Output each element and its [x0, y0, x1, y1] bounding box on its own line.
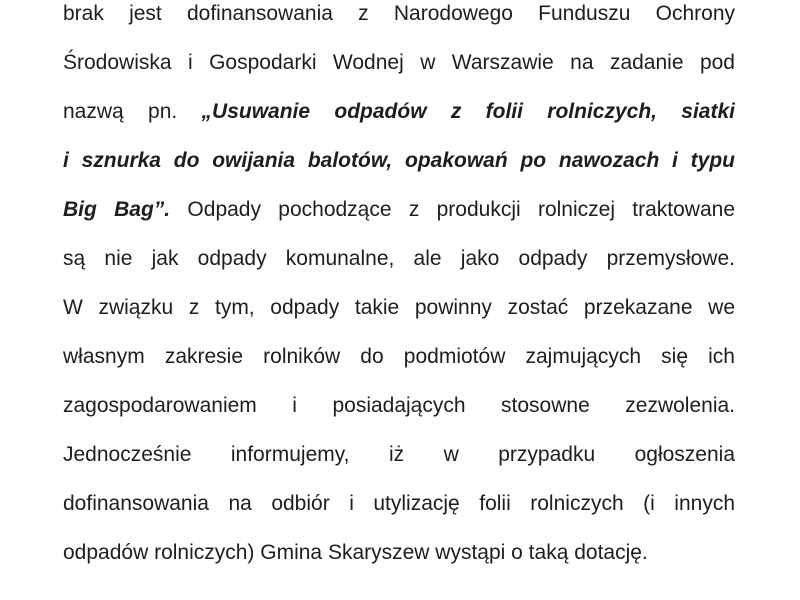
- text-line-5: [63, 187, 735, 236]
- text-line-6: [63, 236, 735, 285]
- line-3-part-1: nazwą pn.: [63, 100, 202, 123]
- project-title-part-2: i sznurka do owijania balotów, opakowań po nawozach i typu: [63, 149, 735, 172]
- text-line-7: [63, 285, 735, 334]
- line-12-part-1: odpadów rolniczych) Gmina Skaryszew wystąpi o taką dotację.: [63, 541, 648, 564]
- line-11-part-1: dofinansowania na odbiór i utylizację folii rolniczych (i innych: [63, 492, 735, 515]
- text-line-9: [63, 383, 735, 432]
- line-10-part-1: Jednocześnie informujemy, iż w przypadku ogłoszenia: [63, 443, 735, 466]
- line-2-part-1: Środowiska i Gospodarki Wodnej w Warszawie na zadanie pod: [63, 51, 735, 74]
- text-line-2: [63, 40, 735, 89]
- text-line-1: [63, 0, 735, 40]
- text-line-11: [63, 481, 735, 530]
- text-line-4: [63, 138, 735, 187]
- line-9-part-1: zagospodarowaniem i posiadających stosowne zezwolenia.: [63, 394, 735, 417]
- project-title-part-1: „Usuwanie odpadów z folii rolniczych, siatki: [201, 100, 735, 123]
- text-line-10: [63, 432, 735, 481]
- line-7-part-1: W związku z tym, odpady takie powinny zostać przekazane we: [63, 296, 735, 319]
- text-line-12: [63, 530, 735, 579]
- project-title-part-3: Big Bag”.: [63, 198, 171, 221]
- text-line-8: [63, 334, 735, 383]
- document-body: [63, 0, 735, 579]
- line-5-part-2: Odpady pochodzące z produkcji rolniczej traktowane: [170, 198, 735, 221]
- text-line-3: [63, 89, 735, 138]
- line-1-part-1: brak jest dofinansowania z Narodowego Funduszu Ochrony: [63, 2, 735, 25]
- line-8-part-1: własnym zakresie rolników do podmiotów zajmujących się ich: [63, 345, 735, 368]
- line-6-part-1: są nie jak odpady komunalne, ale jako odpady przemysłowe.: [63, 247, 735, 270]
